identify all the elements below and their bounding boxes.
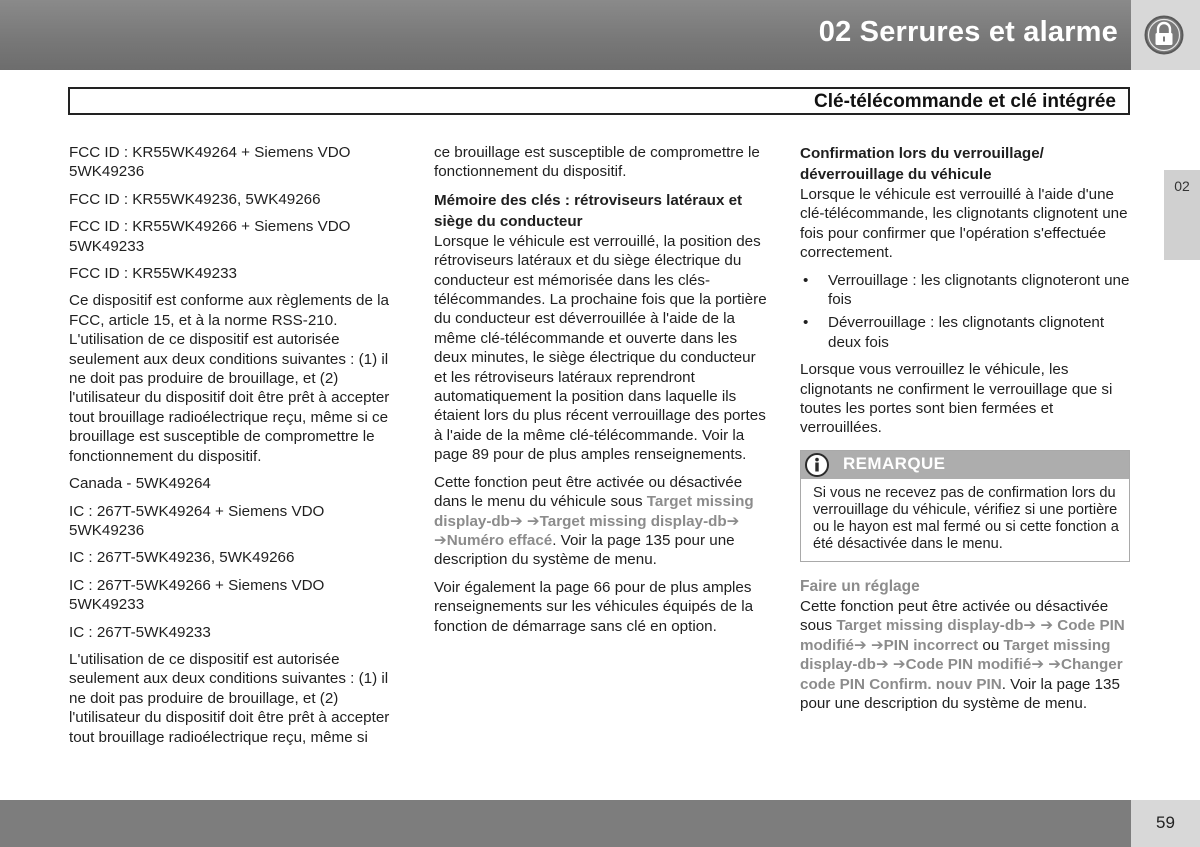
paragraph: IC : 267T-5WK49266 + Siemens VDO 5WK49233: [69, 576, 325, 614]
paragraph: L'utilisation de ce dispositif est autorisée seulement aux deux conditions suivantes : (1) il ne doit pas produire de brouillage, et (2) l'utilisateur du dispositif doit être prêt à accepter tout brouillage radioélectrique reçu, même si: [69, 650, 390, 746]
bullet-icon: •: [803, 314, 809, 332]
note-header: [801, 451, 1129, 479]
text-run: Cette fonction peut être activée ou désactivée sous: [800, 597, 1109, 635]
paragraph: [800, 597, 1130, 713]
paragraph: FCC ID : KR55WK49264 + Siemens VDO 5WK49236: [69, 144, 351, 181]
column-1: [69, 143, 401, 755]
section-heading: Confirmation lors du verrouillage/ déverrouillage du véhicule: [800, 145, 1044, 183]
list-item-text: Verrouillage : les clignotants clignoteront une fois: [828, 271, 1130, 309]
bullet-icon: •: [803, 271, 809, 289]
chapter-side-tab[interactable]: [1164, 170, 1200, 260]
column-2: [434, 143, 769, 644]
note-box: [800, 450, 1130, 562]
text-run: . Voir la page 135 pour une description du système de menu.: [800, 675, 1120, 712]
paragraph: FCC ID : KR55WK49266 + Siemens VDO 5WK49233: [69, 218, 351, 255]
paragraph: Canada - 5WK49264: [69, 475, 211, 493]
section-title-box: [68, 87, 1130, 115]
text-run: Cette fonction peut être activée ou désactivée dans le menu du véhicule sous: [434, 473, 743, 511]
paragraph: [434, 473, 769, 570]
note-title: REMARQUE: [843, 453, 946, 473]
menu-path-link[interactable]: Target missing display-db➔ ➔ Code PIN modifié➔ ➔PIN incorrect: [800, 617, 1125, 654]
paragraph: IC : 267T-5WK49233: [69, 623, 211, 641]
footer-band: [0, 800, 1200, 847]
paragraph: ce brouillage est susceptible de compromettre le fonctionnement du dispositif.: [434, 144, 760, 181]
page-number-box: [1131, 800, 1200, 847]
bullet-list: [800, 271, 1130, 353]
note-body: Si vous ne recevez pas de confirmation lors du verrouillage du véhicule, vérifiez si une portière ou le hayon est mal fermé ou si cette fonction a été désactivée dans le menu.: [813, 484, 1119, 552]
side-tab-label: 02: [1174, 178, 1190, 194]
header-band: [0, 0, 1200, 70]
chapter-title: 02 Serrures et alarme: [818, 16, 1118, 48]
paragraph: Ce dispositif est conforme aux règlements de la FCC, article 15, et à la norme RSS-210. L'utilisation de ce dispositif est autorisée seulement aux deux conditions suivantes : (1) il ne doit pas produire de brouillage, et (2) l'utilisateur du dispositif doit être prêt à accepter tout brouillage radioélectrique reçu, même si ce brouillage est susceptible de compromettre le fonctionnement du dispositif.: [69, 292, 390, 465]
info-icon: [804, 452, 830, 478]
paragraph: Lorsque le véhicule est verrouillé à l'aide d'une clé-télécommande, les clignotants clignotent une fois pour confirmer que l'opération s'effectuée correctement.: [800, 186, 1128, 262]
text-run: . Voir la page 135 pour une description du système de menu.: [434, 531, 735, 569]
list-item-text: Déverrouillage : les clignotants clignotent deux fois: [828, 314, 1105, 351]
section-heading: Mémoire des clés : rétroviseurs latéraux et siège du conducteur: [434, 191, 743, 230]
paragraph: Voir également la page 66 pour de plus amples renseignements sur les véhicules équipés de la fonction de démarrage sans clé en option.: [434, 578, 754, 635]
paragraph: Lorsque vous verrouillez le véhicule, les clignotants ne confirment le verrouillage que si toutes les portes sont bien fermées et verrouillées.: [800, 361, 1113, 437]
paragraph: IC : 267T-5WK49236, 5WK49266: [69, 549, 295, 567]
text-run: ou: [978, 636, 1004, 654]
list-item: [800, 313, 1130, 352]
paragraph: FCC ID : KR55WK49233: [69, 265, 237, 283]
subheading: Faire un réglage: [800, 577, 920, 595]
page-number: 59: [1156, 813, 1175, 832]
section-title: Clé-télécommande et clé intégrée: [814, 91, 1116, 112]
menu-path-link[interactable]: Target missing display-db➔ ➔Code PIN modifié➔ ➔Changer code PIN Confirm. nouv PIN: [800, 636, 1123, 693]
paragraph: FCC ID : KR55WK49236, 5WK49266: [69, 190, 321, 208]
list-item: [800, 271, 1130, 310]
paragraph: IC : 267T-5WK49264 + Siemens VDO 5WK49236: [69, 502, 325, 539]
paragraph: Lorsque le véhicule est verrouillé, la position des rétroviseurs latéraux et du siège électrique du conducteur est mémorisée dans les clés-télécommandes. La prochaine fois que la portière du conducteur est déverrouillée à l'aide de la même clé-télécommande et ouverte dans les deux minutes, le siège électrique du conducteur et les rétroviseurs latéraux reprendront automatiquement la position dans laquelle ils étaient lors du plus récent verrouillage des portes à l'aide de la même clé-télécommande. Voir la page 89 pour de plus amples renseignements.: [434, 232, 767, 464]
column-3: [800, 143, 1130, 721]
menu-path-link[interactable]: Target missing display-db➔ ➔Target missing display-db➔ ➔Numéro effacé: [434, 493, 754, 549]
lock-icon: [1143, 14, 1185, 56]
